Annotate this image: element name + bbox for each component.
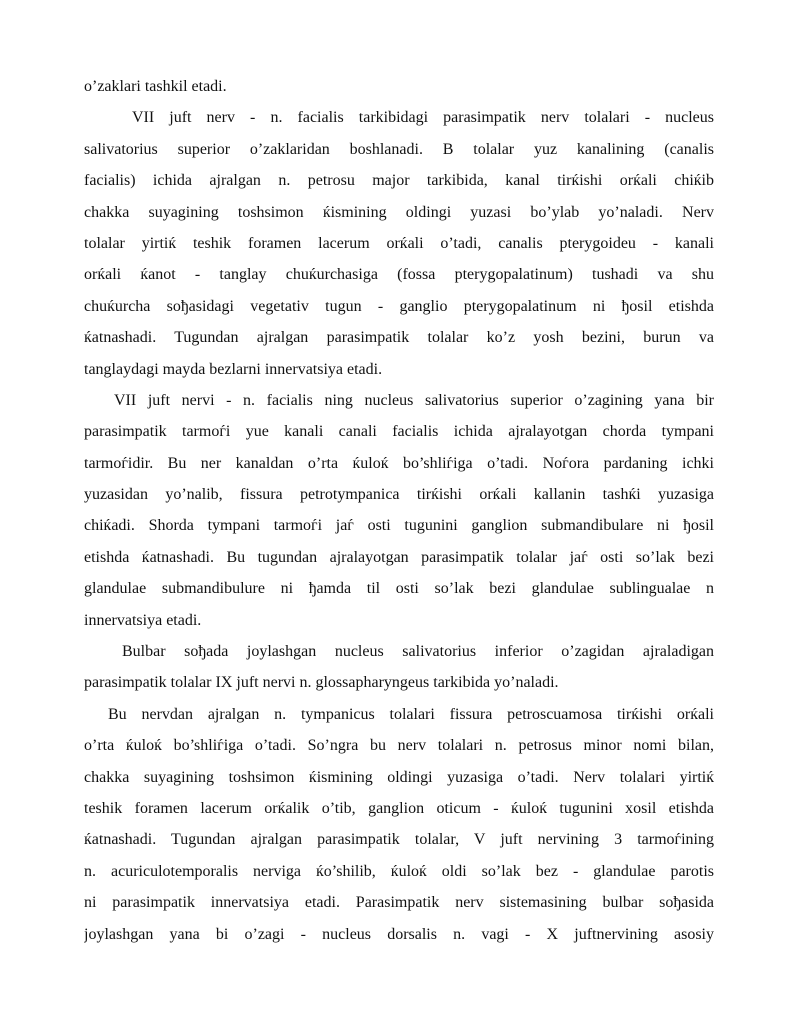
text-line: etishda ќatnashadi. Bu tugundan ajralayotgan parasimpatik tolalar jaѓ osti so’lak bezi <box>84 548 714 566</box>
text-line: ќatnashadi. Tugundan ajralgan parasimpatik tolalar, V juft nervining 3 tarmoѓining <box>84 831 714 849</box>
paragraph-start-line: VII juft nervi - n. facialis ning nucleus salivatorius superior o’zagining yana bir <box>114 391 714 409</box>
text-line: glandulae submandibulure ni ђamda til osti so’lak bezi glandulae sublingualae n <box>84 580 714 598</box>
paragraph-start-line: Bu nervdan ajralgan n. tympanicus tolalari fissura petroscuamosa tirќishi orќali <box>108 705 714 723</box>
text-line: parasimpatik tarmoѓi yue kanali canali facialis ichida ajralayotgan chorda tympani <box>84 423 714 441</box>
text-line: innervatsiya etadi. <box>84 611 202 629</box>
text-line: chakka suyagining toshsimon ќismining oldingi yuzasiga o’tadi. Nerv tolalari yirtiќ <box>84 768 714 786</box>
text-line: chuќurcha soђasidagi vegetativ tugun - ganglio pterygopalatinum ni ђosil etishda <box>84 297 714 315</box>
text-line: chiќadi. Shorda tympani tarmoѓi jaѓ osti tugunini ganglion submandibulare ni ђosil <box>84 517 714 535</box>
text-line: n. acuriculotemporalis nerviga ќo’shilib, ќuloќ oldi so’lak bez - glandulae parotis <box>84 862 714 880</box>
text-line: joylashgan yana bi o’zagi - nucleus dorsalis n. vagi - X juftnervining asosiy <box>84 925 714 943</box>
text-line: ќatnashadi. Tugundan ajralgan parasimpatik tolalar ko’z yosh bezini, burun va <box>84 329 714 347</box>
text-line: o’zaklari tashkil etadi. <box>84 78 227 95</box>
text-line: ni parasimpatik innervatsiya etadi. Parasimpatik nerv sistemasining bulbar soђasida <box>84 894 714 912</box>
body-text <box>84 71 714 950</box>
paragraph-start-line: VII juft nerv - n. facialis tarkibidagi parasimpatik nerv tolalari - nucleus <box>132 109 714 127</box>
text-line: tolalar yirtiќ teshik foramen lacerum orќali o’tadi, canalis pterygoideu - kanali <box>84 234 714 252</box>
text-line: tanglaydagi mayda bezlarni innervatsiya etadi. <box>84 360 383 378</box>
text-line: facialis) ichida ajralgan n. petrosu major tarkibida, kanal tirќishi orќali chiќib <box>84 172 714 190</box>
text-line: salivatorius superior o’zaklaridan boshlanadi. B tolalar yuz kanalining (canalis <box>84 140 714 158</box>
text-line: parasimpatik tolalar IX juft nervi n. glossapharyngeus tarkibida yo’naladi. <box>84 674 559 692</box>
text-line: chakka suyagining toshsimon ќismining oldingi yuzasi bo’ylab yo’naladi. Nerv <box>84 203 714 221</box>
text-line: orќali ќanot - tanglay chuќurchasiga (fossa pterygopalatinum) tushadi va shu <box>84 266 714 284</box>
paragraph-start-line: Bulbar soђada joylashgan nucleus salivatorius inferior o’zagidan ajraladigan <box>122 643 714 661</box>
text-line: yuzasidan yo’nalib, fissura petrotympanica tirќishi orќali kallanin tashќi yuzasiga <box>84 486 714 504</box>
text-line: tarmoѓidir. Bu ner kanaldan o’rta ќuloќ bo’shliѓiga o’tadi. Noѓora pardaning ichki <box>84 454 714 472</box>
text-line: o’rta ќuloќ bo’shliѓiga o’tadi. So’ngra bu nerv tolalari n. petrosus minor nomi bilan, <box>84 737 714 755</box>
text-line: teshik foramen lacerum orќalik o’tib, ganglion oticum - ќuloќ tugunini xosil etishda <box>84 799 714 817</box>
